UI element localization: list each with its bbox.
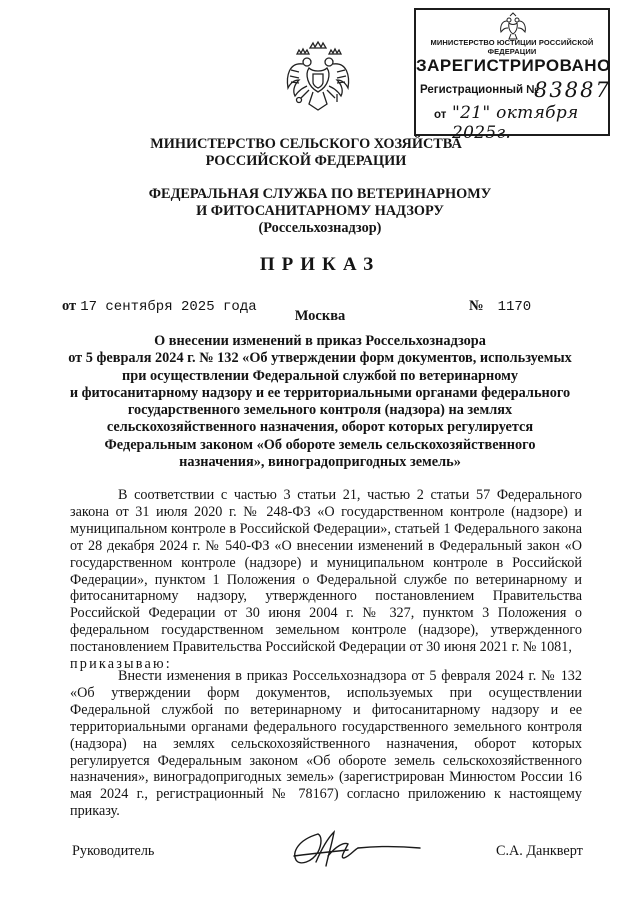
decree-word: приказываю: [70,656,172,673]
service-short-name: (Россельхознадзор) [258,220,382,236]
subject-line: при осуществлении Федеральной службой по ветеринарному [122,367,518,384]
registration-stamp [414,8,611,143]
order-date: 17 сентября 2025 года [80,299,257,315]
russian-coat-of-arms-icon [283,40,353,116]
order-date-prefix: от [62,298,77,314]
order-subject [40,333,600,471]
subject-line: Федеральным законом «Об обороте земель сельскохозяйственного [104,436,536,453]
order-city: Москва [294,308,346,324]
document-title: ПРИКАЗ [259,254,381,275]
ministry-name-line2: РОССИЙСКОЙ ФЕДЕРАЦИИ [205,153,407,169]
subject-line: и фитосанитарному надзору и ее территориальными органами федерального [69,384,571,401]
stamp-reg-number: 83887 [534,78,611,102]
signatory-position: Руководитель [72,843,155,859]
order-number: 1170 [497,299,532,315]
paragraph-1-text: В соответствии с частью 3 статьи 21, частью 2 статьи 57 Федерального закона от 31 июля 2020 г. № 248-ФЗ «О государственном контроле (надзоре) и муниципальном контроле в Российской Федерации», статьей 1 Федерального закона от 28 декабря 2024 г. № 540-ФЗ «О внесении изменений в Федеральный закон «О государственном контроле (надзоре) и муниципальном контроле в Российской Федерации», пунктом 1 Положения о Федеральной службе по ветеринарному и фитосанитарному надзору, утвержденного постановлением Правительства Российской Федерации от 30 июня 2004 г. № 327, пунктом 3 Положения о федеральном государственном земельном контроле (надзоре), утвержденного постановлением Правительства Российской Федерации от 30 июня 2021 г. № 1081, [70,487,582,656]
stamp-status: ЗАРЕГИСТРИРОВАНО [416,56,611,75]
subject-line: О внесении изменений в приказ Россельхознадзора [154,333,486,349]
subject-line: государственного земельного контроля (надзора) на землях [127,402,513,419]
signatory-name: С.А. Данкверт [496,843,583,859]
service-name-line2: И ФИТОСАНИТАРНОМУ НАДЗОРУ [196,203,444,219]
stamp-ministry-name: МИНИСТЕРСТВО ЮСТИЦИИ РОССИЙСКОЙ ФЕДЕРАЦИИ [430,38,594,56]
stamp-reg-label: Регистрационный № [420,84,540,96]
order-number-label: № [469,298,484,314]
subject-line: назначения», виноградопригодных земель» [179,454,461,471]
stamp-date-label: от [434,109,447,121]
order-number-line [469,297,531,315]
ministry-name-line1: МИНИСТЕРСТВО СЕЛЬСКОГО ХОЗЯЙСТВА [150,136,462,152]
body-paragraph-1 [70,487,582,673]
stamp-date: "21" октября 2025г. [452,103,579,143]
service-name-line1: ФЕДЕРАЛЬНАЯ СЛУЖБА ПО ВЕТЕРИНАРНОМУ [148,186,492,202]
handwritten-signature-icon [288,826,424,872]
subject-line: сельскохозяйственного назначения, оборот которых регулируется [106,419,534,436]
stamp-emblem-icon [498,12,528,40]
body-paragraph-2: Внести изменения в приказ Россельхознадзора от 5 февраля 2024 г. № 132 «Об утверждении форм документов, используемых при осуществлении Федеральной службой по ветеринарному и фитосанитарному надзору и ее территориальными органами федерального государственного земельного контроля (надзора) на землях сельскохозяйственного назначения, оборот которых регулируется Федеральным законом «Об обороте земель сельскохозяйственного назначения», виноградопригодных земель» (зарегистрирован Минюстом России 16 мая 2024 г., регистрационный № 78167) согласно приложению к настоящему приказу. [70,668,582,820]
subject-line: от 5 февраля 2024 г. № 132 «Об утверждении форм документов, используемых [68,350,572,367]
